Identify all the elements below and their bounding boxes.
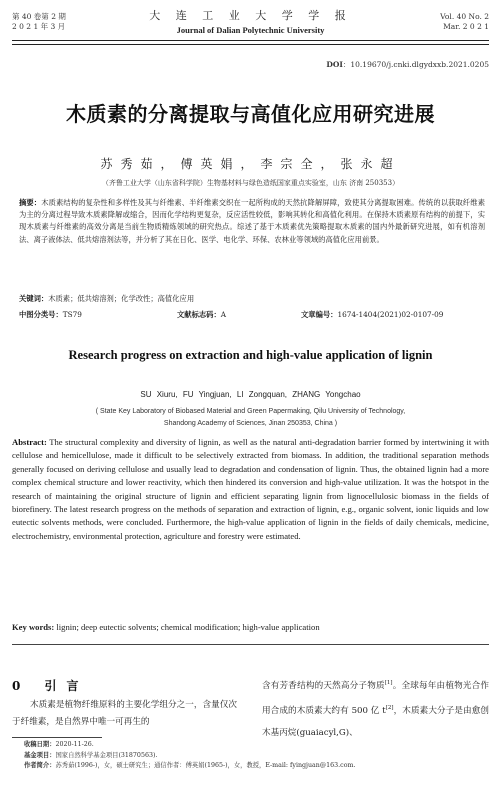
section-divider: [12, 644, 489, 645]
abstract-cn-text: 木质素结构的复杂性和多样性及其与纤维素、半纤维素交织在一起所构成的天然抗降解屏障，致使其分离提取困难。传统的以获取纤维素为主的分离过程导致木质素降解或缩合，因而化学结构更复杂，反应活性较低，影响其转化和高值化利用。在保持木质素原有结构的前提下，实现木质素与纤维素的高效分离是当前生物质精炼领域的研究热点。综述了基于木质素优先策略提取木质素的国内外最新研究进展，如有机溶剂法、离子液体法、低共熔溶剂法等，并分析了其在日化、医学、电化学、环保、农林业等领域的高值化应用前景。: [19, 198, 486, 244]
author-value: 苏秀茹(1996-)，女，硕士研究生；通信作者：傅英娟(1965-)，女，教授，E-mail: fyingjuan@163.com.: [55, 762, 356, 769]
date-cn: 2 0 2 1 年 3 月: [12, 22, 66, 31]
affiliation-en: [0, 406, 501, 430]
received-value: 2020-11-26.: [55, 741, 94, 748]
body-column-right: [262, 672, 489, 744]
abstract-en-text: The structural complexity and diversity of lignin, as well as the natural anti-degradation barrier formed by intertwining it with cellulose and hemicellulose, made it difficult to be selectively extracted from biomass. In addition, the traditional separation methods generally focused on deriving cellulose and usually lead to degradation and condensation of lignin. Thus, the obtained lignin had a more complex chemical structure and lower reactivity, which then hindered its conversion and high-value utilization. It was the hotspot in the research of maintaining the original structure of lignin and efficient separating lignin from lignocellulosic biomass in the fields of biorefinery. The latest research progress on the methods of separation and extraction of lignin, e.g., organic solvent, ionic liquids and low eutectic solvents methods, were concluded. Furthermore, the high-value application of lignin in the fields of daily chemicals, medicine, electrochemistry, environmental protection, agriculture and forestry were estimated.: [12, 437, 489, 541]
abstract-cn: [19, 197, 485, 246]
body-column-left: 木质素是植物纤维原料的主要化学组分之一，含量仅次于纤维素，是自然界中唯一可再生的: [12, 700, 237, 727]
clc-number: [19, 310, 82, 320]
body-text-segment: ，木质素大分子是由愈创木基丙烷(guaiacyl,G)、: [262, 705, 489, 738]
title-en: Research progress on extraction and high-value application of lignin: [68, 348, 433, 362]
affiliation-en-line2: Shandong Academy of Sciences, Jinan 250353, China ): [163, 420, 338, 427]
header-right: [440, 12, 489, 32]
abstract-en-label: Abstract:: [12, 437, 47, 447]
keywords-cn-text: 木质素；低共熔溶剂；化学改性；高值化应用: [48, 294, 195, 303]
journal-header: [0, 7, 501, 35]
clc-value: TS79: [62, 310, 82, 319]
article-value: 1674-1404(2021)02-0107-09: [337, 310, 444, 319]
date-en: Mar. 2 0 2 1: [443, 22, 489, 31]
section-number: 0: [12, 679, 31, 693]
clc-label: 中图分类号：: [19, 310, 63, 319]
received-label: 收稿日期：: [24, 741, 56, 748]
fund-label: 基金项目：: [24, 751, 56, 759]
body-text-segment: 含有芳香结构的天然高分子物质: [262, 680, 385, 691]
keywords-cn: [19, 294, 194, 304]
footnote-received: [24, 740, 355, 751]
doc-value: A: [220, 310, 227, 319]
journal-name-cn: 大 连 工 业 大 学 学 报: [149, 9, 352, 22]
body-text-segment: 。全球每年由植物光合作用合成的木质素大约有 500 亿 t: [262, 680, 489, 716]
citation-ref[interactable]: [2]: [385, 704, 394, 711]
fund-value: 国家自然科学基金项目(31870563).: [55, 751, 158, 759]
footnote-fund: [24, 751, 355, 762]
keywords-en-text: lignin; deep eutectic solvents; chemical modification; high-value application: [54, 622, 320, 632]
volume-issue-cn: 第 40 卷第 2 期: [12, 12, 66, 21]
section-heading: [12, 677, 89, 694]
abstract-en: [12, 436, 489, 543]
journal-name-en: Journal of Dalian Polytechnic University: [176, 25, 325, 35]
keywords-en: [12, 622, 489, 632]
article-label: 文章编号：: [301, 310, 338, 319]
doc-label: 文献标志码：: [177, 310, 221, 319]
citation-ref[interactable]: [1]: [384, 680, 393, 686]
header-rule: [12, 40, 489, 45]
abstract-cn-label: 摘要：: [19, 198, 42, 207]
doi-value: ：10.19670/j.cnki.dlgydxxb.2021.0205: [342, 60, 489, 69]
keywords-en-label: Key words:: [12, 622, 55, 632]
footnotes: [24, 740, 355, 772]
keywords-cn-label: 关键词：: [19, 294, 49, 303]
authors-en: SU Xiuru, FU Yingjuan, LI Zongquan, ZHANG Yongchao: [140, 390, 361, 399]
affiliation-cn: （齐鲁工业大学（山东省科学院）生物基材料与绿色造纸国家重点实验室，山东 济南 250353）: [101, 179, 400, 187]
footnote-author: [24, 761, 355, 772]
doi: [326, 59, 489, 70]
volume-issue-en: Vol. 40 No. 2: [440, 12, 489, 21]
authors-cn: 苏秀茹，傅英娟，李宗全，张永超: [100, 157, 401, 171]
section-title: 引言: [44, 679, 89, 693]
document-code: [177, 310, 226, 320]
title-cn: 木质素的分离提取与高值化应用研究进展: [66, 102, 435, 126]
footnote-rule: [12, 737, 102, 738]
affiliation-en-line1: ( State Key Laboratory of Biobased Material and Green Papermaking, Qilu University of Technology,: [95, 408, 406, 415]
author-label: 作者简介：: [24, 762, 56, 769]
doi-label: DOI: [326, 60, 343, 69]
article-id: [301, 310, 443, 320]
